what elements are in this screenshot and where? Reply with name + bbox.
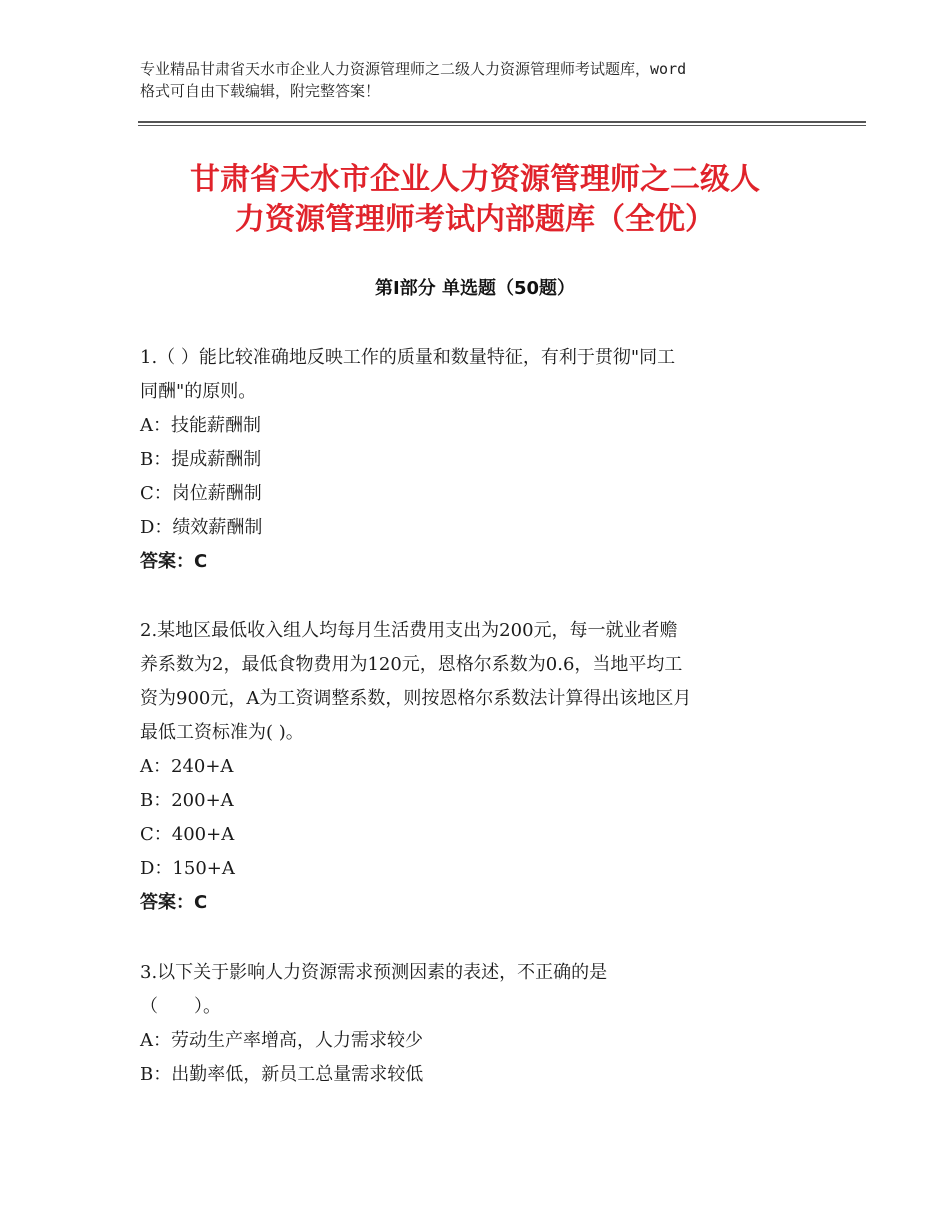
answer: 答案：C	[140, 892, 208, 913]
option-b: B：200+A	[140, 790, 234, 811]
document-title	[100, 160, 850, 240]
question-1	[140, 341, 820, 579]
option-a: A：240+A	[140, 756, 234, 777]
header-note-line: 格式可自由下载编辑，附完整答案！	[140, 82, 381, 100]
option-a: A：技能薪酬制	[140, 415, 261, 436]
option-c: C：400+A	[140, 824, 235, 845]
option-b: B：出勤率低，新员工总量需求较低	[140, 1064, 424, 1085]
option-c: C：岗位薪酬制	[140, 483, 262, 504]
option-d: D：150+A	[140, 858, 235, 879]
question-text: 资为900元，A为工资调整系数，则按恩格尔系数法计算得出该地区月	[140, 688, 692, 709]
question-2	[140, 614, 820, 920]
header-divider	[138, 125, 866, 126]
question-text: 1.（ ）能比较准确地反映工作的质量和数量特征，有利于贯彻"同工	[140, 347, 676, 368]
question-3	[140, 956, 820, 1092]
document-title-line: 力资源管理师考试内部题库（全优）	[235, 202, 715, 237]
option-b: B：提成薪酬制	[140, 449, 262, 470]
answer: 答案：C	[140, 551, 208, 572]
header-note-line: 专业精品甘肃省天水市企业人力资源管理师之二级人力资源管理师考试题库，word	[140, 60, 687, 78]
question-text: 同酬"的原则。	[140, 381, 257, 402]
question-text: 最低工资标准为( )。	[140, 722, 304, 743]
section-title: 第Ⅰ部分 单选题（50题）	[374, 278, 575, 299]
option-a: A：劳动生产率增高，人力需求较少	[140, 1030, 423, 1051]
header-note	[140, 58, 830, 102]
document-title-line: 甘肃省天水市企业人力资源管理师之二级人	[190, 162, 760, 197]
question-text: 3.以下关于影响人力资源需求预测因素的表述，不正确的是	[140, 962, 608, 983]
question-text: 养系数为2，最低食物费用为120元，恩格尔系数为0.6，当地平均工	[140, 654, 683, 675]
option-d: D：绩效薪酬制	[140, 517, 263, 538]
question-text: （ ）。	[140, 996, 221, 1017]
header-divider	[138, 121, 866, 123]
question-text: 2.某地区最低收入组人均每月生活费用支出为200元，每一就业者赡	[140, 620, 678, 641]
